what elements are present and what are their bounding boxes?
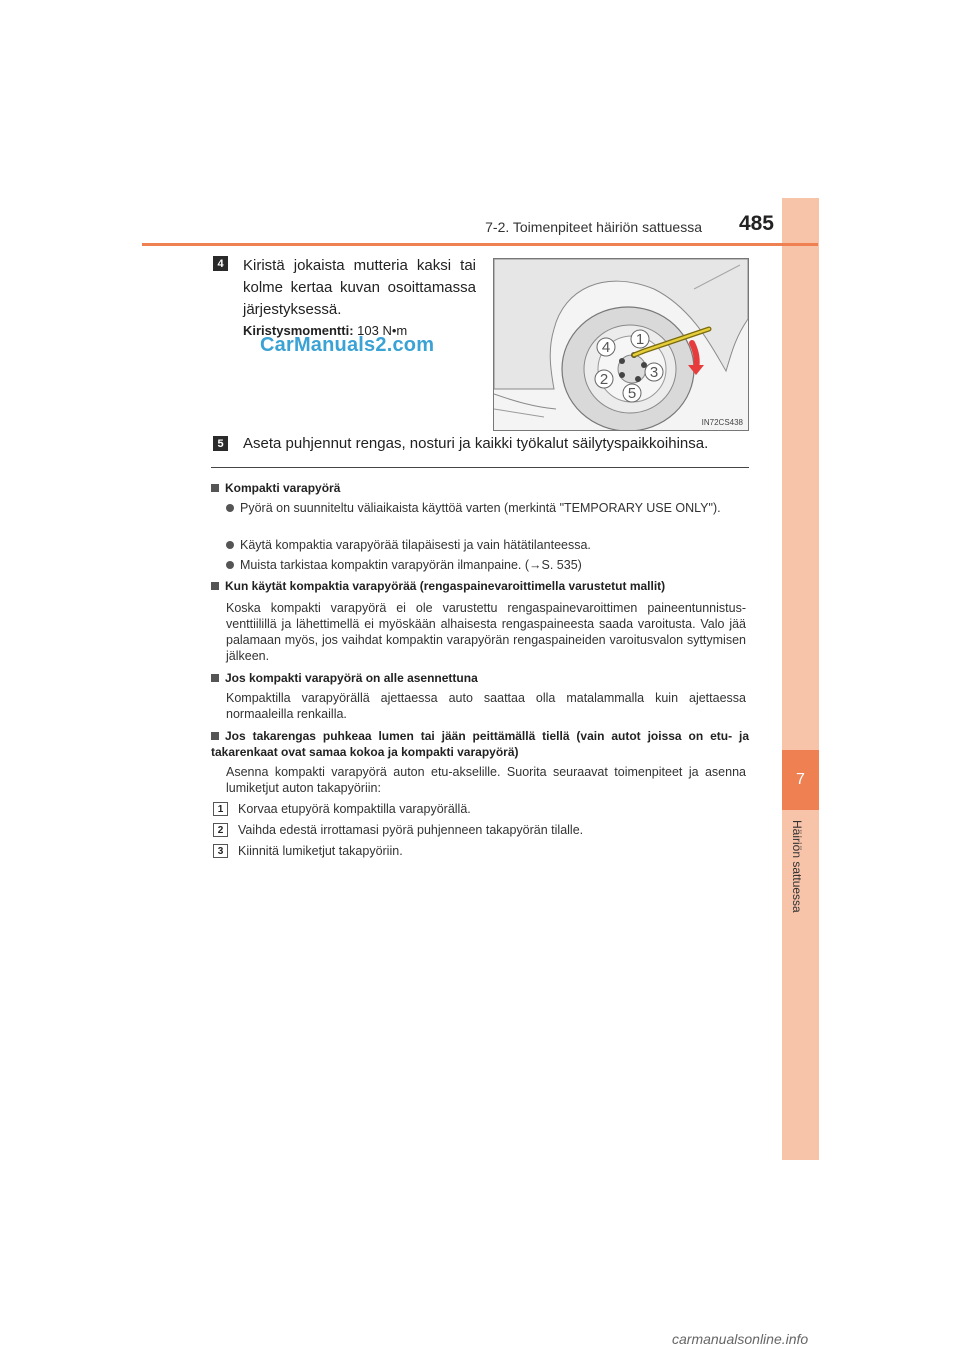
bullet-item: Pyörä on suunniteltu väliaikaista käyttöä varten (merkintä "TEMPORARY USE ONLY").: [226, 500, 750, 516]
footer-url[interactable]: carmanualsonline.info: [672, 1331, 809, 1347]
nut-order-5: 5: [627, 385, 637, 402]
sub-step-number-3: 3: [213, 844, 228, 858]
side-tab-strip: [782, 198, 819, 1160]
nut-order-3: 3: [649, 364, 659, 381]
chapter-number: 7: [796, 771, 805, 788]
round-bullet-icon: [226, 541, 234, 549]
header-rule: [142, 243, 818, 246]
torque-value: 103 N•m: [357, 323, 408, 338]
torque-label: Kiristysmomentti:: [243, 323, 354, 338]
note-heading-tpws: Kun käytät kompaktia varapyörää (rengaspainevaroittimella varustetut mallit): [211, 578, 665, 594]
section-title: 7-2. Toimenpiteet häiriön sattuessa: [485, 219, 702, 235]
square-bullet-icon: [211, 732, 219, 740]
note-heading-compact-spare: Kompakti varapyörä: [211, 480, 340, 496]
step-number-5: 5: [213, 436, 228, 451]
nut-order-4: 4: [601, 339, 611, 356]
sub-step-number-1: 1: [213, 802, 228, 816]
sub-step-1-text: Korvaa etupyörä kompaktilla varapyörällä.: [238, 802, 471, 816]
note-body-fitted: Kompaktilla varapyörällä ajettaessa auto saattaa olla matalammalla kuin ajettaessa normaaleilla renkailla.: [226, 691, 746, 721]
step-number-4: 4: [213, 256, 228, 271]
note-body-snow: Asenna kompakti varapyörä auton etu-akselille. Suorita seuraavat toimenpiteet ja asenna lumiketjut auton takapyöriin:: [226, 765, 746, 795]
square-bullet-icon: [211, 674, 219, 682]
lug-nut-tightening-figure: [493, 258, 749, 431]
note-body-tpws: Koska kompakti varapyörä ei ole varustettu rengaspainevaroittimen paineentunnistus-venttiilillä ja lähettimellä ei myöskään alhaisesta rengaspaineesta saada varoitusta. Valo jää palamaan myös, jos vaihdat kompaktin varapyörän rengaspaineiden varoitusvalon syttymisen jälkeen.: [226, 601, 746, 663]
figure-code: IN72CS438: [701, 418, 743, 427]
nut-order-1: 1: [635, 331, 645, 348]
chapter-label: [790, 820, 810, 930]
round-bullet-icon: [226, 561, 234, 569]
sub-step-number-2: 2: [213, 823, 228, 837]
note-heading-fitted: Jos kompakti varapyörä on alle asennettuna: [211, 670, 478, 686]
chapter-number-tab[interactable]: [782, 750, 819, 810]
section-divider: [211, 467, 749, 468]
bullet-item: Muista tarkistaa kompaktin varapyörän ilmanpaine. (→S. 535): [226, 557, 582, 573]
square-bullet-icon: [211, 582, 219, 590]
note-heading-snow: Jos takarengas puhkeaa lumen tai jään peittämällä tiellä (vain autot joissa on etu- ja takarenkaat ovat samaa kokoa ja kompakti varapyörä): [211, 729, 749, 759]
watermark: CarManuals2.com: [260, 334, 435, 356]
bullet-item: Käytä kompaktia varapyörää tilapäisesti ja vain hätätilanteessa.: [226, 537, 591, 553]
page-number: 485: [738, 212, 774, 235]
step-5-text: Aseta puhjennut rengas, nosturi ja kaikki työkalut säilytyspaikkoihinsa.: [243, 435, 709, 452]
square-bullet-icon: [211, 484, 219, 492]
chapter-label-text: Häiriön sattuessa: [790, 820, 804, 913]
step-4-text: Kiristä jokaista mutteria kaksi tai kolme kertaa kuvan osoittamassa järjestyksessä.: [243, 257, 476, 318]
wheel-illustration: [494, 259, 748, 430]
sub-step-2-text: Vaihda edestä irrottamasi pyörä puhjenneen takapyörän tilalle.: [238, 823, 584, 837]
sub-step-3-text: Kiinnitä lumiketjut takapyöriin.: [238, 844, 403, 858]
nut-order-2: 2: [599, 371, 609, 388]
round-bullet-icon: [226, 504, 234, 512]
